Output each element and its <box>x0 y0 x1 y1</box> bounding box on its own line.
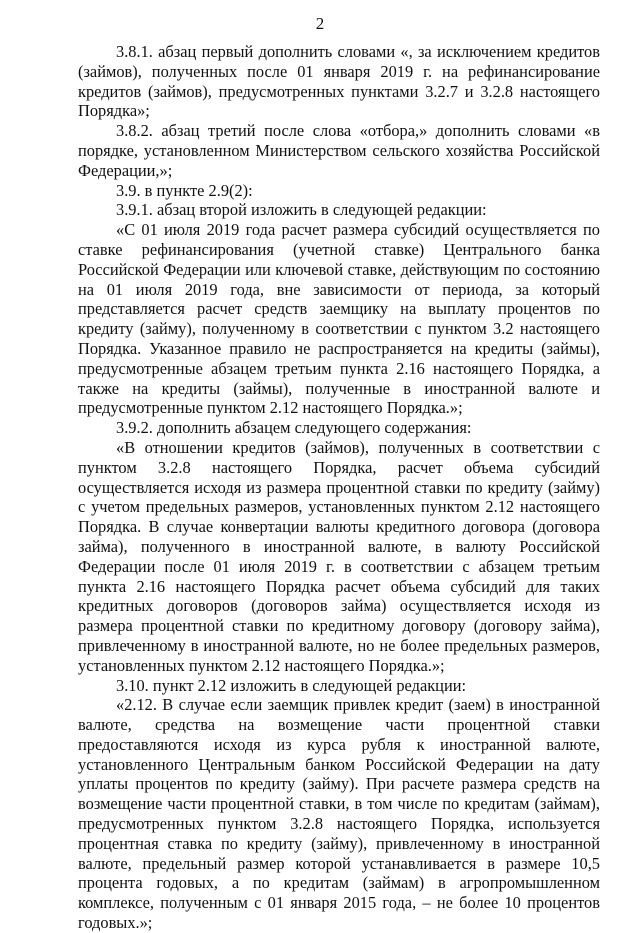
paragraph-3-9: 3.9. в пункте 2.9(2): <box>116 180 253 200</box>
document-body <box>78 42 600 933</box>
paragraph-3-8-1: 3.8.1. абзац первый дополнить словами «, за исключением кредитов (займов), полученных после 01 января 2019 г. на рефинансирование кредитов (займов), предусмотренных пунктами 3.2.7 и 3.2.8 настоящего Порядка»; <box>78 42 600 121</box>
paragraph-3-10-text: «2.12. В случае если заемщик привлек кредит (заем) в иностранной валюте, средства на возмещение части процентной ставки предоставляются исходя из курса рубля к иностранной валюте, установленного Центральным банком Российской Федерации на дату уплаты процентов по кредиту (займу). При расчете размера средств на возмещение части процентной ставки, в том числе по кредитам (займам), предусмотренных пунктом 3.2.8 настоящего Порядка, используется процентная ставка по кредиту (займу), привлеченному в иностранной валюте, предельный размер которой устанавливается в размере 10,5 процента годовых, а по кредитам (займам) в агропромышленном комплексе, полученным с 01 января 2015 года, – не более 10 процентов годовых.»; <box>78 695 600 933</box>
paragraph-3-8-2: 3.8.2. абзац третий после слова «отбора,» дополнить словами «в порядке, установленном Министерством сельского хозяйства Российской Федерации,»; <box>78 121 600 180</box>
paragraph-3-9-1-text: «С 01 июля 2019 года расчет размера субсидий осуществляется по ставке рефинансирования (учетной ставке) Центрального банка Российской Федерации или ключевой ставке, действующим по состоянию на 01 июля 2019 года, вне зависимости от периода, за который представляется расчет средств заемщику на выплату процентов по кредиту (займу), полученному в соответствии с пунктом 3.2 настоящего Порядка. Указанное правило не распространяется на кредиты (займы), предусмотренные абзацем третьим пункта 2.16 настоящего Порядка, а также на кредиты (займы), полученные в иностранной валюте и предусмотренные пунктом 2.12 настоящего Порядка.»; <box>78 220 600 418</box>
paragraph-3-10: 3.10. пункт 2.12 изложить в следующей редакции: <box>116 675 467 695</box>
page-number: 2 <box>315 14 325 33</box>
paragraph-3-9-1: 3.9.1. абзац второй изложить в следующей редакции: <box>116 200 487 220</box>
paragraph-3-9-2-text: «В отношении кредитов (займов), полученных в соответствии с пунктом 3.2.8 настоящего Порядка, расчет объема субсидий осуществляется исходя из размера процентной ставки по кредиту (займу) с учетом предельных размеров, установленных пунктом 2.12 настоящего Порядка. В случае конвертации валюты кредитного договора (договора займа), полученного в иностранной валюте, в валюту Российской Федерации после 01 июля 2019 г. в соответствии с абзацем третьим пункта 2.16 настоящего Порядка расчет объема субсидий для таких кредитных договоров (договоров займа) осуществляется исходя из размера процентной ставки по кредитному договору (договору займа), привлеченному в иностранной валюте, но не более предельных размеров, установленных пунктом 2.12 настоящего Порядка.»; <box>78 437 600 675</box>
paragraph-3-9-2: 3.9.2. дополнить абзацем следующего содержания: <box>116 418 472 438</box>
